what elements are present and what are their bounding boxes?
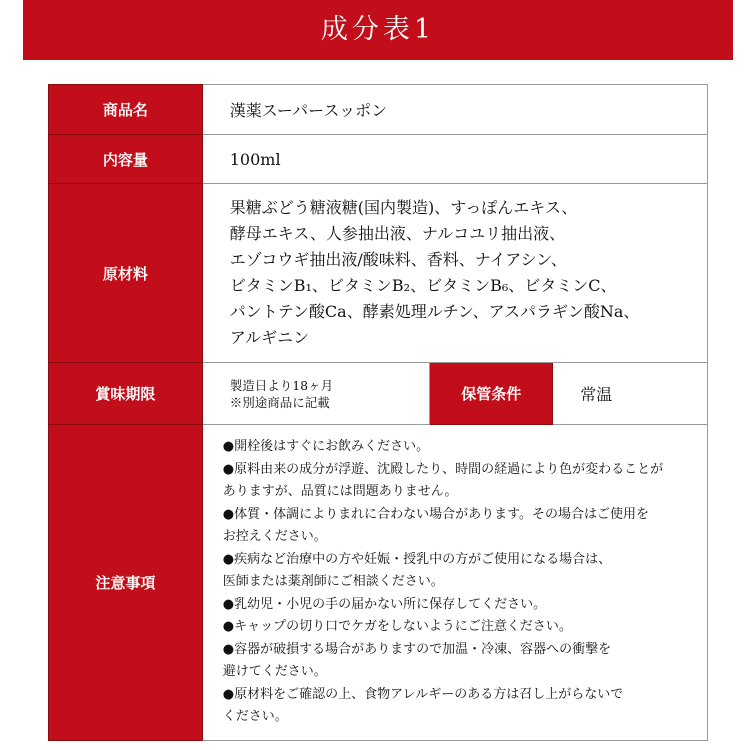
cautions-value — [202, 425, 707, 741]
storage-value: 常温 — [553, 363, 708, 425]
caution-line: 避けてください。 — [222, 664, 327, 680]
table-row — [49, 363, 708, 425]
caution-line: ●容器が破損する場合がありますので加温・冷凍、容器への衝撃を — [222, 641, 612, 657]
shelf-life-line: ※別途商品に記載 — [229, 394, 330, 410]
table-row — [49, 184, 708, 363]
caution-line: ください。 — [222, 709, 288, 725]
caution-line: ありますが、品質には問題ありません。 — [222, 484, 458, 500]
caution-line: ●疾病など治療中の方や妊娠・授乳中の方がご使用になる場合は、 — [222, 551, 612, 567]
ingredient-line: 酵母エキス、人参抽出液、ナルコユリ抽出液、 — [229, 224, 566, 243]
table-row — [49, 135, 708, 184]
caution-line: ●乳幼児・小児の手の届かない所に保存してください。 — [222, 596, 547, 612]
shelf-life-label: 賞味期限 — [49, 363, 203, 425]
product-name-label: 商品名 — [49, 85, 203, 135]
ingredient-line: パントテン酸Ca、酵素処理ルチン、アスパラギン酸Na、 — [229, 302, 640, 321]
caution-line: ●原材料をご確認の上、食物アレルギーのある方は召し上がらないで — [222, 686, 624, 702]
ingredients-table — [48, 84, 708, 741]
shelf-life-value — [202, 363, 430, 425]
ingredient-line: エゾコウギ抽出液/酸味料、香料、ナイアシン、 — [229, 250, 567, 269]
table-row — [49, 85, 708, 135]
product-name-value: 漢薬スーパースッポン — [202, 85, 707, 135]
ingredient-line: ビタミンB₁、ビタミンB₂、ビタミンB₆、ビタミンC、 — [229, 276, 617, 295]
ingredients-value — [202, 184, 707, 363]
ingredient-line: 果糖ぶどう糖液糖(国内製造)、すっぽんエキス、 — [229, 198, 578, 217]
caution-line: お控えください。 — [222, 529, 327, 545]
caution-line: ●キャップの切り口でケガをしないようにご注意ください。 — [222, 619, 572, 635]
caution-line: ●体質・体調によりまれに合わない場合があります。その場合はご使用を — [222, 506, 650, 522]
table-row — [49, 425, 708, 741]
ingredient-line: アルギニン — [229, 328, 310, 347]
ingredients-label: 原材料 — [49, 184, 203, 363]
volume-label: 内容量 — [49, 135, 203, 184]
volume-value: 100ml — [202, 135, 707, 184]
storage-label: 保管条件 — [430, 363, 553, 425]
cautions-label: 注意事項 — [49, 425, 203, 741]
caution-line: 医師または薬剤師にご相談ください。 — [222, 574, 444, 590]
caution-line: ●開栓後はすぐにお飲みください。 — [222, 439, 430, 455]
page-title: 成分表1 — [23, 0, 733, 60]
caution-line: ●原料由来の成分が浮遊、沈殿したり、時間の経過により色が変わることが — [222, 461, 664, 477]
shelf-life-line: 製造日より18ヶ月 — [229, 377, 334, 393]
